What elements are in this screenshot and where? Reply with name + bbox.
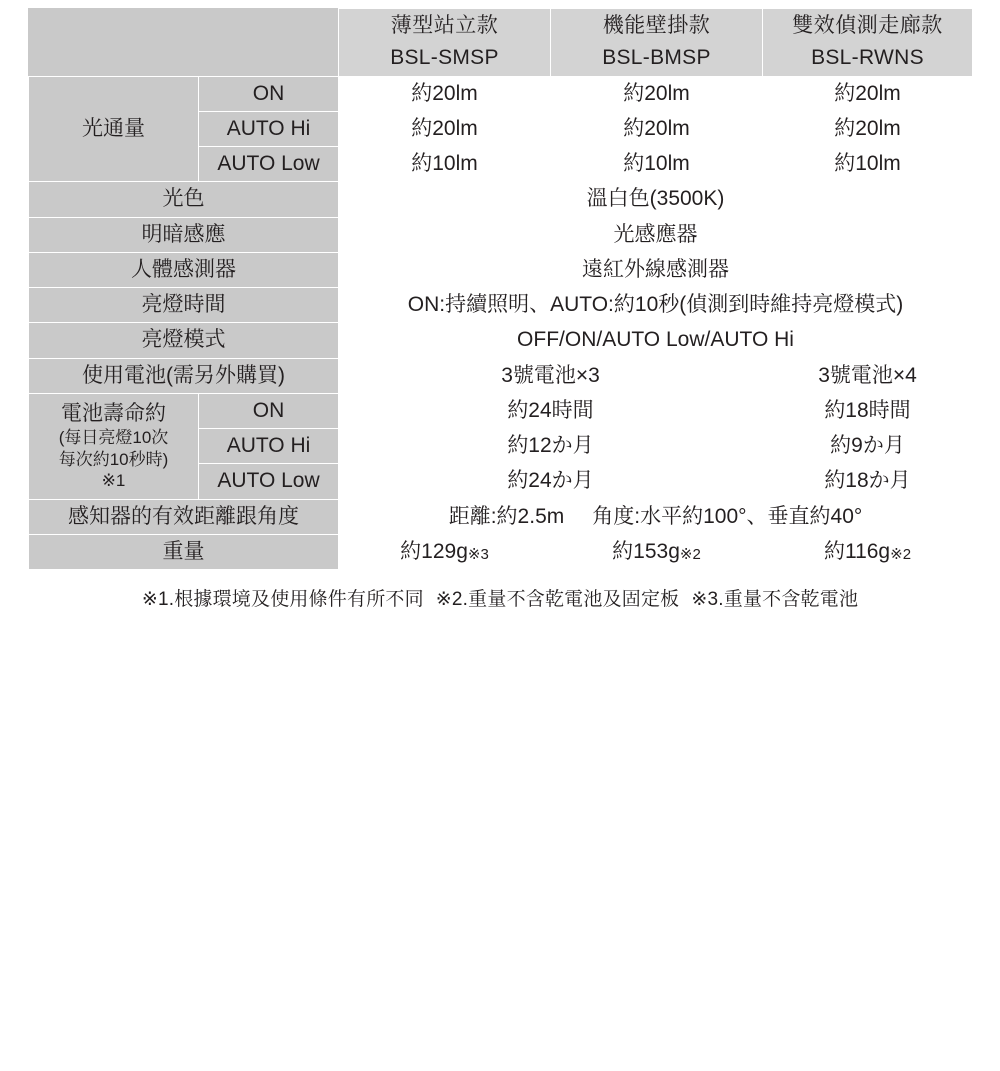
flux-on-bmsp: 約20lm (551, 76, 763, 111)
model-code: BSL-RWNS (811, 46, 924, 70)
model-name: 機能壁掛款 (602, 14, 711, 37)
flux-autohi-rwns: 約20lm (763, 111, 973, 146)
weight-value: 約116g (823, 539, 891, 563)
weight-smsp (339, 534, 551, 569)
table-row-light-color (29, 182, 973, 217)
table-row-weight (29, 534, 973, 569)
sub-label-on: ON (199, 393, 339, 428)
row-label-lighting-mode: 亮燈模式 (29, 323, 339, 358)
battery-life-line3: 每次約10秒時) (58, 449, 169, 469)
sub-label-auto-hi: AUTO Hi (199, 111, 339, 146)
row-label-body-sensor: 人體感測器 (29, 252, 339, 287)
flux-autohi-bmsp: 約20lm (551, 111, 763, 146)
table-row-battery-life-on (29, 393, 973, 428)
lighting-mode-value: OFF/ON/AUTO Low/AUTO Hi (339, 323, 973, 358)
row-label-battery-used: 使用電池(需另外購買) (29, 358, 339, 393)
row-label-lighting-time: 亮燈時間 (29, 288, 339, 323)
row-label-battery-life (29, 393, 199, 499)
flux-autolow-rwns: 約10lm (763, 147, 973, 182)
table-row-detection (29, 499, 973, 534)
table-row-flux-on (29, 76, 973, 111)
table-row-lighting-mode (29, 323, 973, 358)
battery-life-line1: 電池壽命約 (61, 402, 166, 426)
battery-life-autolow-right: 約18か月 (763, 464, 973, 499)
row-label-light-color: 光色 (29, 182, 339, 217)
light-color-value: 溫白色(3500K) (339, 182, 973, 217)
battery-life-autohi-right: 約9か月 (763, 429, 973, 464)
sub-label-auto-hi: AUTO Hi (199, 429, 339, 464)
row-label-luminous-flux: 光通量 (29, 76, 199, 182)
table-row-lighting-time (29, 288, 973, 323)
table-row-light-sensor (29, 217, 973, 252)
header-blank-cell (29, 9, 339, 77)
model-name: 薄型站立款 (390, 14, 499, 37)
table-header-row (29, 9, 973, 77)
light-sensor-value: 光感應器 (339, 217, 973, 252)
sub-label-auto-low: AUTO Low (199, 147, 339, 182)
sub-label-auto-low: AUTO Low (199, 464, 339, 499)
battery-life-autolow-left: 約24か月 (339, 464, 763, 499)
detection-value (339, 499, 973, 534)
row-label-weight: 重量 (29, 534, 339, 569)
weight-rwns (763, 534, 973, 569)
footnotes (28, 584, 972, 611)
battery-life-on-left: 約24時間 (339, 393, 763, 428)
weight-value: 約153g (612, 539, 680, 563)
body-sensor-value: 遠紅外線感測器 (339, 252, 973, 287)
weight-bmsp (551, 534, 763, 569)
footnote-1: ※1.根據環境及使用條件有所不同 (141, 589, 424, 610)
sub-label-on: ON (199, 76, 339, 111)
weight-note: ※3 (467, 545, 489, 563)
battery-life-autohi-left: 約12か月 (339, 429, 763, 464)
battery-used-right: 3號電池×4 (763, 358, 973, 393)
footnote-2: ※2.重量不含乾電池及固定板 (435, 589, 680, 610)
row-label-detection: 感知器的有效距離跟角度 (29, 499, 339, 534)
battery-life-line2: (每日亮燈10次 (58, 428, 169, 448)
lighting-time-value: ON:持續照明、AUTO:約10秒(偵測到時維持亮燈模式) (339, 288, 973, 323)
model-name: 雙效偵測走廊款 (792, 14, 943, 37)
header-model-1 (339, 9, 551, 77)
battery-used-left: 3號電池×3 (339, 358, 763, 393)
model-code: BSL-SMSP (390, 46, 499, 70)
table-row-body-sensor (29, 252, 973, 287)
table-row-battery-used (29, 358, 973, 393)
specification-table (28, 8, 973, 570)
detection-distance: 距離:約2.5m (448, 504, 565, 528)
flux-on-smsp: 約20lm (339, 76, 551, 111)
flux-autohi-smsp: 約20lm (339, 111, 551, 146)
weight-value: 約129g (400, 539, 468, 563)
header-model-2 (551, 9, 763, 77)
flux-on-rwns: 約20lm (763, 76, 973, 111)
row-label-light-sensor: 明暗感應 (29, 217, 339, 252)
weight-note: ※2 (679, 545, 701, 563)
battery-life-on-right: 約18時間 (763, 393, 973, 428)
flux-autolow-smsp: 約10lm (339, 147, 551, 182)
footnote-3: ※3.重量不含乾電池 (691, 589, 859, 610)
model-code: BSL-BMSP (602, 46, 711, 70)
detection-angle: 角度:水平約100°、垂直約40° (592, 504, 863, 528)
battery-life-note: ※1 (101, 470, 126, 490)
flux-autolow-bmsp: 約10lm (551, 147, 763, 182)
weight-note: ※2 (890, 545, 912, 563)
header-model-3 (763, 9, 973, 77)
